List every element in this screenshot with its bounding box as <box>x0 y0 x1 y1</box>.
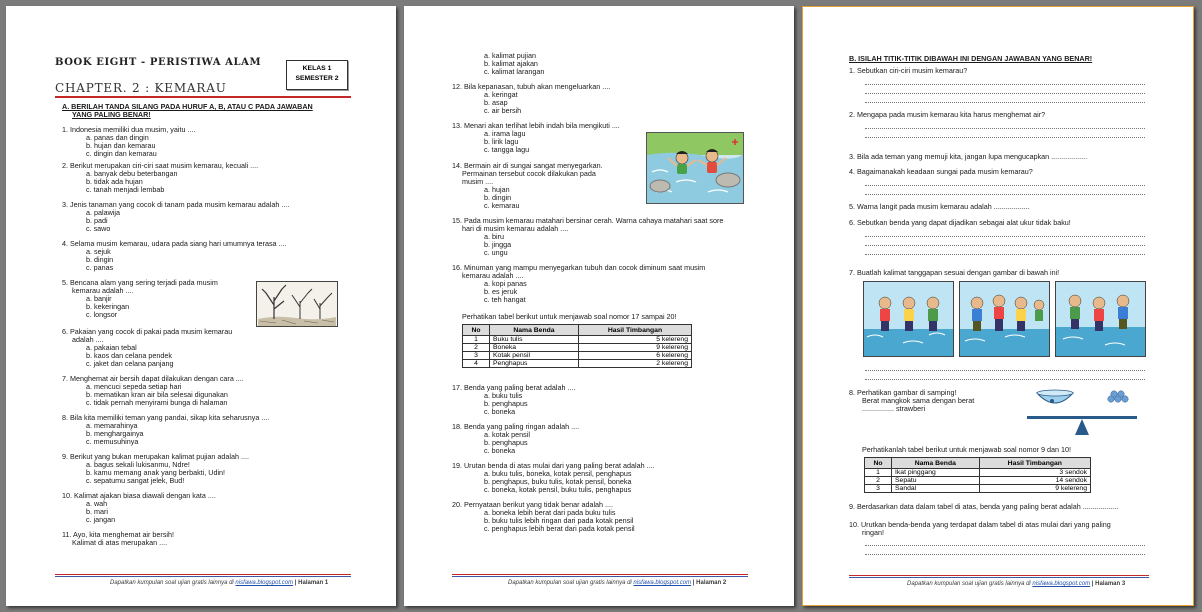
table-cell: Sepatu <box>892 477 980 485</box>
question-text: 10. Kalimat ajakan biasa diawali dengan kata .... <box>62 491 216 500</box>
table-header-row <box>865 458 1091 469</box>
table-cell: 2 <box>865 477 892 485</box>
children-playing-river-illustration <box>646 132 744 204</box>
drought-trees-illustration <box>256 281 338 327</box>
document-page-3 <box>802 6 1194 606</box>
table-header-cell: Hasil Timbangan <box>979 458 1090 469</box>
footer-divider-blue <box>55 576 351 577</box>
option-text: c. teh hangat <box>484 295 526 304</box>
option-text: b. dingin <box>484 193 512 202</box>
option-text: a. pakaian tebal <box>86 343 137 352</box>
footer-text: Dapatkan kumpulan soal ujian gratis lainnya di <box>110 580 234 586</box>
option-text: c. tangga lagu <box>484 145 530 154</box>
answer-line[interactable] <box>865 379 1145 380</box>
option-text: b. kekeringan <box>86 302 130 311</box>
answer-line[interactable] <box>865 236 1145 237</box>
option-text: b. kaos dan celana pendek <box>86 351 172 360</box>
table-row <box>463 352 692 360</box>
question-text: 6. Pakaian yang cocok di pakai pada musim kemarau <box>62 327 233 336</box>
question-text: 3. Bila ada teman yang memuji kita, jangan lupa mengucapkan .................. <box>849 152 1088 161</box>
option-text: c. memusuhinya <box>86 437 139 446</box>
option-text: a. biru <box>484 232 504 241</box>
table-cell: Kotak pensil <box>490 352 579 360</box>
option-text: b. menghargainya <box>86 429 144 438</box>
table-cell: 1 <box>463 336 490 344</box>
table-cell: 9 kelereng <box>578 344 691 352</box>
question-text: Berat mangkok sama dengan berat <box>862 396 975 405</box>
option-text: c. tanah menjadi lembab <box>86 185 165 194</box>
option-text: a. hujan <box>484 185 510 194</box>
option-text: b. jingga <box>484 240 512 249</box>
table-header-row <box>463 325 692 336</box>
table-cell: Buku tulis <box>490 336 579 344</box>
table-cell: 2 <box>463 344 490 352</box>
question-text: 20. Pernyataan berikut yang tidak benar adalah .... <box>452 500 614 509</box>
option-text: b. tidak ada hujan <box>86 177 143 186</box>
option-text: c. boneka <box>484 446 516 455</box>
table-row <box>865 485 1091 493</box>
page-footer <box>110 580 328 586</box>
option-text: a. buku tulis <box>484 391 523 400</box>
table-cell: Boneka <box>490 344 579 352</box>
semester-label: SEMESTER 2 <box>295 75 339 82</box>
option-text: b. hujan dan kemarau <box>86 141 156 150</box>
option-text: a. sejuk <box>86 247 111 256</box>
question-text: 13. Menari akan terlihat lebih indah bila mengikuti .... <box>452 121 620 130</box>
question-text: 8. Bila kita memiliki teman yang pandai, sikap kita seharusnya .... <box>62 413 270 422</box>
option-text: a. banjir <box>86 294 112 303</box>
question-text: 17. Benda yang paling berat adalah .... <box>452 383 576 392</box>
question-text: 9. Berdasarkan data dalam tabel di atas, benda yang paling berat adalah .................. <box>849 502 1119 511</box>
table-header-cell: Nama Benda <box>892 458 980 469</box>
question-text: musim .... <box>462 177 494 186</box>
table-header-cell: No <box>463 325 490 336</box>
option-text: c. kemarau <box>484 201 520 210</box>
question-text: 12. Bila kepanasan, tubuh akan mengeluarkan .... <box>452 82 611 91</box>
table-header-cell: Nama Benda <box>490 325 579 336</box>
question-text: ringan! <box>862 528 884 537</box>
children-river-comic-illustration <box>863 281 1147 357</box>
option-text: c. ungu <box>484 248 508 257</box>
document-page-1 <box>6 6 396 606</box>
option-text: b. penghapus <box>484 399 528 408</box>
table-row <box>463 344 692 352</box>
table-row <box>463 336 692 344</box>
page-footer <box>907 581 1125 587</box>
option-text: c. jaket dan celana panjang <box>86 359 174 368</box>
option-text: b. penghapus <box>484 438 528 447</box>
option-text: b. dingin <box>86 255 114 264</box>
option-text: b. mari <box>86 507 108 516</box>
question-text: 19. Urutan benda di atas mulai dari yang paling berat adalah .... <box>452 461 655 470</box>
table-intro: Perhatikanlah tabel berikut untuk menjawab soal nomor 9 dan 10! <box>862 445 1071 454</box>
book-title: BOOK EIGHT - PERISTIWA ALAM <box>55 57 262 68</box>
table-cell: 4 <box>463 360 490 368</box>
option-text: a. mencuci sepeda setiap hari <box>86 382 182 391</box>
option-text: c. sepatumu sangat jelek, Bud! <box>86 476 185 485</box>
table-cell: 14 sendok <box>979 477 1090 485</box>
footer-text: Dapatkan kumpulan soal ujian gratis lainnya di <box>508 580 632 586</box>
balance-scale-illustration <box>1025 387 1145 437</box>
table-cell: 1 <box>865 469 892 477</box>
option-text: a. panas dan dingin <box>86 133 149 142</box>
section-b-heading: B. ISILAH TITIK-TITIK DIBAWAH INI DENGAN JAWABAN YANG BENAR! <box>849 54 1093 63</box>
option-text: c. panas <box>86 263 114 272</box>
option-text: b. buku tulis lebih ringan dari pada kotak pensil <box>484 516 634 525</box>
option-text: b. es jeruk <box>484 287 518 296</box>
question-text: 7. Buatlah kalimat tanggapan sesuai dengan gambar di bawah ini! <box>849 268 1060 277</box>
option-text: b. kamu memang anak yang berbakti, Udin! <box>86 468 226 477</box>
question-text: 15. Pada musim kemarau matahari bersinar cerah. Warna cahaya matahari saat sore <box>452 216 724 225</box>
question-text: 8. Perhatikan gambar di samping! <box>849 388 957 397</box>
question-text: Kalimat di atas merupakan .... <box>72 538 168 547</box>
option-text: c. air bersih <box>484 106 522 115</box>
table-row <box>865 477 1091 485</box>
option-text: a. keringat <box>484 90 518 99</box>
question-text: 18. Benda yang paling ringan adalah .... <box>452 422 580 431</box>
table-cell: Penghapus <box>490 360 579 368</box>
weight-table-2 <box>864 457 1091 493</box>
page-number: | Halaman 3 <box>1091 581 1126 587</box>
question-text: 6. Sebutkan benda yang dapat dijadikan sebagai alat ukur tidak baku! <box>849 218 1071 227</box>
option-text: a. wah <box>86 499 108 508</box>
option-text: a. kalimat pujian <box>484 51 536 60</box>
table-cell: 5 kelereng <box>578 336 691 344</box>
question-text: 14. Bermain air di sungai sangat menyegarkan. <box>452 161 603 170</box>
question-text: 2. Mengapa pada musim kemarau kita harus menghemat air? <box>849 110 1046 119</box>
section-a-heading: A. BERILAH TANDA SILANG PADA HURUF A, B, ATAU C PADA JAWABAN <box>62 102 313 111</box>
footer-link[interactable]: nisfawa.blogspot.com <box>235 580 294 586</box>
option-text: b. lirik lagu <box>484 137 519 146</box>
question-text: 9. Berikut yang bukan merupakan kalimat pujian adalah .... <box>62 452 249 461</box>
option-text: c. dingin dan kemarau <box>86 149 157 158</box>
option-text: a. buku tulis, boneka, kotak pensil, penghapus <box>484 469 632 478</box>
question-text: 2. Berikut merupakan ciri-ciri saat musim kemarau, kecuali .... <box>62 161 259 170</box>
answer-line[interactable] <box>865 254 1145 255</box>
table-cell: 2 kelereng <box>578 360 691 368</box>
question-text: 3. Jenis tanaman yang cocok di tanam pada musim kemarau adalah .... <box>62 200 290 209</box>
chapter-title: CHAPTER. 2 : KEMARAU <box>55 81 227 95</box>
table-cell: 9 kelereng <box>979 485 1090 493</box>
page-number: | Halaman 1 <box>294 580 329 586</box>
header-divider <box>55 96 351 98</box>
answer-line[interactable] <box>865 128 1145 129</box>
option-text: b. mematikan kran air bila selesai digunakan <box>86 390 228 399</box>
option-text: c. sawo <box>86 224 111 233</box>
option-text: c. longsor <box>86 310 118 319</box>
question-text: 4. Bagaimanakah keadaan sungai pada musim kemarau? <box>849 167 1033 176</box>
question-text: kemarau adalah .... <box>462 271 524 280</box>
document-page-2 <box>404 6 794 606</box>
question-text: 5. Bencana alam yang sering terjadi pada musim <box>62 278 218 287</box>
question-text: 7. Menghemat air bersih dapat dilakukan dengan cara .... <box>62 374 244 383</box>
question-text: Permainan tersebut cocok dilakukan pada <box>462 169 596 178</box>
answer-line[interactable] <box>865 370 1145 371</box>
table-cell: 3 <box>463 352 490 360</box>
table-header-cell: No <box>865 458 892 469</box>
option-text: a. kopi panas <box>484 279 527 288</box>
question-text: hari di musim kemarau adalah .... <box>462 224 569 233</box>
option-text: c. jangan <box>86 515 116 524</box>
question-text: 1. Sebutkan ciri-ciri musim kemarau? <box>849 66 968 75</box>
answer-line[interactable] <box>865 102 1145 103</box>
kelas-label: KELAS 1 <box>302 65 332 72</box>
section-a-heading-cont: YANG PALING BENAR! <box>72 110 151 119</box>
question-text: ................ strawberi <box>862 404 926 413</box>
question-text: 5. Warna langit pada musim kemarau adalah .................. <box>849 202 1030 211</box>
footer-text: Dapatkan kumpulan soal ujian gratis lainnya di <box>907 581 1031 587</box>
option-text: b. penghapus, buku tulis, kotak pensil, boneka <box>484 477 632 486</box>
question-text: kemarau adalah .... <box>72 286 134 295</box>
table-row <box>463 360 692 368</box>
footer-link[interactable]: nisfawa.blogspot.com <box>1032 581 1091 587</box>
answer-line[interactable] <box>865 245 1145 246</box>
footer-divider-red <box>55 574 351 575</box>
answer-line[interactable] <box>865 84 1145 85</box>
answer-line[interactable] <box>865 185 1145 186</box>
question-text: 16. Minuman yang mampu menyegarkan tubuh dan cocok diminum saat musim <box>452 263 706 272</box>
option-text: a. bagus sekali lukisanmu, Ndre! <box>86 460 190 469</box>
answer-line[interactable] <box>865 137 1145 138</box>
option-text: c. boneka <box>484 407 516 416</box>
option-text: a. banyak debu beterbangan <box>86 169 178 178</box>
table-header-cell: Hasil Timbangan <box>578 325 691 336</box>
table-cell: Ikat pinggang <box>892 469 980 477</box>
footer-divider-red <box>452 574 748 575</box>
answer-line[interactable] <box>865 194 1145 195</box>
option-text: a. kotak pensil <box>484 430 530 439</box>
option-text: c. boneka, kotak pensil, buku tulis, penghapus <box>484 485 632 494</box>
option-text: a. boneka lebih berat dari pada buku tulis <box>484 508 616 517</box>
table-cell: Sandal <box>892 485 980 493</box>
footer-divider-blue <box>849 577 1149 578</box>
table-cell: 3 <box>865 485 892 493</box>
option-text: c. tidak pernah menyirami bunga di halaman <box>86 398 228 407</box>
weight-table-1 <box>462 324 692 368</box>
question-text: 10. Urutkan benda-benda yang terdapat dalam tabel di atas mulai dari yang paling <box>849 520 1111 529</box>
option-text: c. kalimat larangan <box>484 67 545 76</box>
answer-line[interactable] <box>865 93 1145 94</box>
option-text: a. irama lagu <box>484 129 526 138</box>
option-text: a. memarahinya <box>86 421 138 430</box>
question-text: adalah .... <box>72 335 104 344</box>
footer-divider-blue <box>452 576 748 577</box>
table-row <box>865 469 1091 477</box>
option-text: c. penghapus lebih berat dari pada kotak pensil <box>484 524 635 533</box>
kelas-semester-box <box>286 60 348 90</box>
table-intro: Perhatikan tabel berikut untuk menjawab soal nomor 17 sampai 20! <box>462 312 677 321</box>
page-footer <box>508 580 726 586</box>
question-text: 4. Selama musim kemarau, udara pada siang hari umumnya terasa .... <box>62 239 287 248</box>
option-text: b. padi <box>86 216 108 225</box>
answer-line[interactable] <box>865 554 1145 555</box>
page-number: | Halaman 2 <box>692 580 727 586</box>
option-text: b. kalimat ajakan <box>484 59 538 68</box>
option-text: a. palawija <box>86 208 120 217</box>
table-cell: 3 sendok <box>979 469 1090 477</box>
option-text: b. asap <box>484 98 508 107</box>
footer-divider-red <box>849 575 1149 576</box>
question-text: 1. Indonesia memiliki dua musim, yaitu .... <box>62 125 196 134</box>
table-cell: 6 kelereng <box>578 352 691 360</box>
footer-link[interactable]: nisfawa.blogspot.com <box>633 580 692 586</box>
question-text: 11. Ayo, kita menghemat air bersih! <box>62 530 174 539</box>
answer-line[interactable] <box>865 545 1145 546</box>
